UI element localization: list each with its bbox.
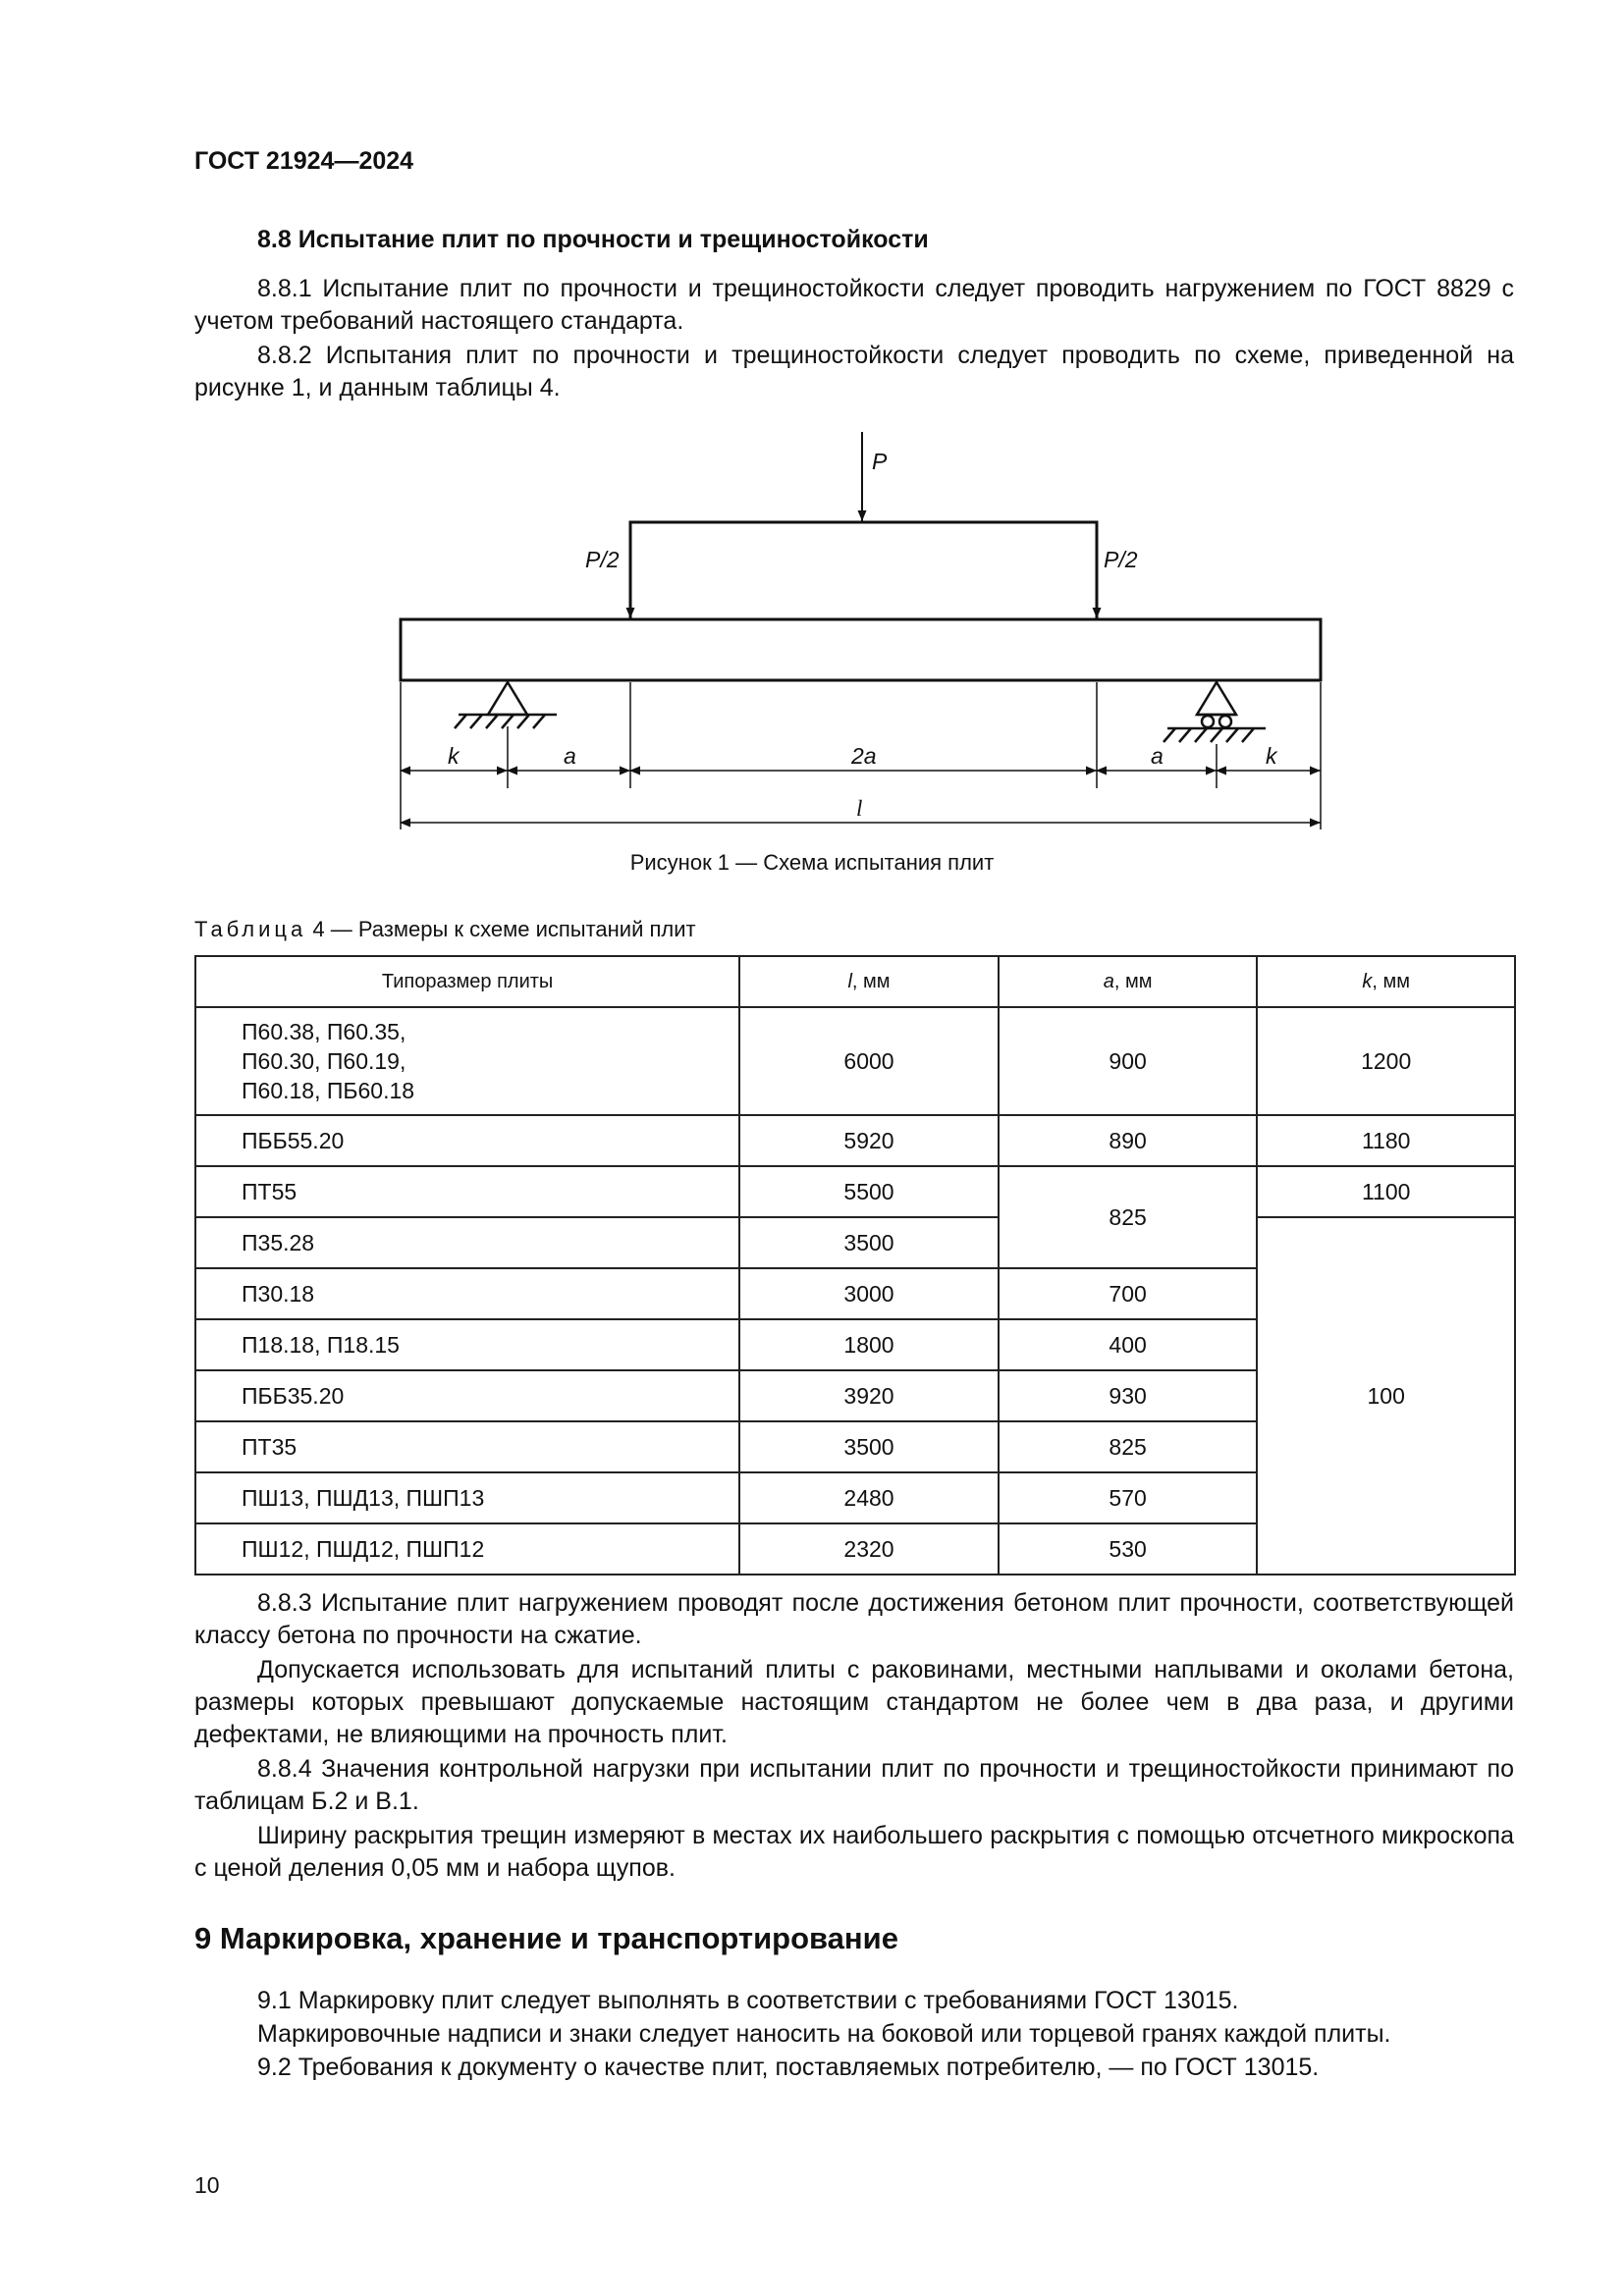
test-scheme-figure [353, 432, 1335, 834]
paragraph-8-8-2: 8.8.2 Испытания плит по прочности и трещиностойкости следует проводить по схеме, приведенной на рисунке 1, и данным таблицы 4. [194, 342, 1514, 401]
cell-a: 570 [999, 1472, 1258, 1523]
cell-k: 1200 [1257, 1007, 1515, 1115]
cell-a: 825 [999, 1166, 1258, 1268]
cell-a: 400 [999, 1319, 1258, 1370]
cell-name: ПББ55.20 [195, 1115, 739, 1166]
cell-l: 1800 [739, 1319, 999, 1370]
dim-label-k-right: k [1266, 743, 1277, 769]
cell-l: 5920 [739, 1115, 999, 1166]
cell-l: 2480 [739, 1472, 999, 1523]
cell-a: 825 [999, 1421, 1258, 1472]
cell-name: П18.18, П18.15 [195, 1319, 739, 1370]
table-caption-prefix: Таблица [194, 917, 307, 941]
cell-l: 5500 [739, 1166, 999, 1217]
dim-label-l: l [856, 796, 863, 821]
label-p2-right: P/2 [1104, 547, 1138, 572]
cell-name-line: П60.38, П60.35, [242, 1019, 406, 1044]
cell-k: 100 [1257, 1217, 1515, 1575]
header-size: Типоразмер плиты [195, 956, 739, 1007]
cell-a: 530 [999, 1523, 1258, 1575]
cell-l: 6000 [739, 1007, 999, 1115]
right-support [1164, 682, 1266, 742]
header-variable: k [1362, 970, 1373, 992]
table-caption-rest: 4 — Размеры к схеме испытаний плит [306, 917, 696, 941]
paragraph-8-8-1: 8.8.1 Испытание плит по прочности и трещиностойкости следует проводить нагружением по ГОСТ 8829 с учетом требований настоящего стандарта. [194, 275, 1514, 335]
cell-name: ПББ35.20 [195, 1370, 739, 1421]
section-8-8-heading: 8.8 Испытание плит по прочности и трещиностойкости [257, 226, 929, 253]
table-row [195, 1217, 1515, 1268]
header-a: a, мм [999, 956, 1258, 1007]
figure-caption: Рисунок 1 — Схема испытания плит [629, 850, 995, 875]
cell-k: 1180 [1257, 1115, 1515, 1166]
dimensions-table [194, 955, 1516, 1575]
cell-a: 700 [999, 1268, 1258, 1319]
cell-a: 890 [999, 1115, 1258, 1166]
label-p: P [872, 449, 888, 474]
cell-name: П30.18 [195, 1268, 739, 1319]
cell-k: 1100 [1257, 1166, 1515, 1217]
cell-a: 930 [999, 1370, 1258, 1421]
table-header-row [195, 956, 1515, 1007]
header-variable: a [1103, 970, 1114, 992]
paragraph-9-1: 9.1 Маркировку плит следует выполнять в соответствии с требованиями ГОСТ 13015. [257, 1987, 1239, 2014]
cell-name [195, 1007, 739, 1115]
cell-l: 2320 [739, 1523, 999, 1575]
paragraph-cracks: Ширину раскрытия трещин измеряют в местах их наибольшего раскрытия с помощью отсчетного микроскопа с ценой деления 0,05 мм и набора щупов. [194, 1822, 1514, 1882]
paragraph-9-2: 9.2 Требования к документу о качестве плит, поставляемых потребителю, — по ГОСТ 13015. [257, 2054, 1320, 2081]
table-row [195, 1007, 1515, 1115]
cell-l: 3000 [739, 1268, 999, 1319]
table-row [195, 1166, 1515, 1217]
cell-name: ПТ55 [195, 1166, 739, 1217]
dim-label-k-left: k [448, 743, 460, 769]
paragraph-8-8-3: 8.8.3 Испытание плит нагружением проводят после достижения бетоном плит прочности, соответствующей классу бетона по прочности на сжатие. [194, 1589, 1514, 1649]
paragraph-defects: Допускается использовать для испытаний плиты с раковинами, местными наплывами и околами бетона, размеры которых превышают допускаемые настоящим стандартом не более чем в два раза, и другими дефектами, не влияющими на прочность плит. [194, 1656, 1514, 1748]
left-support [455, 682, 557, 728]
paragraph-8-8-4: 8.8.4 Значения контрольной нагрузки при испытании плит по прочности и трещиностойкости принимают по таблицам Б.2 и В.1. [194, 1755, 1514, 1815]
paragraph-marking: Маркировочные надписи и знаки следует наносить на боковой или торцевой гранях каждой плиты. [257, 2020, 1391, 2048]
dim-label-a-right: a [1151, 743, 1164, 769]
cell-l: 3500 [739, 1217, 999, 1268]
header-variable: l [847, 970, 852, 992]
cell-l: 3500 [739, 1421, 999, 1472]
table-row [195, 1115, 1515, 1166]
cell-name: ПТ35 [195, 1421, 739, 1472]
header-k: k, мм [1257, 956, 1515, 1007]
cell-name: П35.28 [195, 1217, 739, 1268]
cell-name: ПШ13, ПШД13, ПШП13 [195, 1472, 739, 1523]
cell-name: ПШ12, ПШД12, ПШП12 [195, 1523, 739, 1575]
label-p2-left: P/2 [585, 547, 620, 572]
cell-name-line: П60.30, П60.19, [242, 1048, 406, 1074]
page-number: 10 [194, 2172, 220, 2198]
dim-label-a-left: a [564, 743, 576, 769]
cell-a: 900 [999, 1007, 1258, 1115]
section-9-heading: 9 Маркировка, хранение и транспортирование [194, 1921, 898, 1955]
dim-label-2a: 2a [851, 743, 877, 769]
document-code: ГОСТ 21924—2024 [194, 147, 414, 175]
table-caption [194, 917, 696, 942]
slab [401, 619, 1321, 680]
spreader-beam [630, 522, 1097, 616]
cell-l: 3920 [739, 1370, 999, 1421]
cell-name-line: П60.18, ПБ60.18 [242, 1078, 415, 1103]
header-l: l, мм [739, 956, 999, 1007]
